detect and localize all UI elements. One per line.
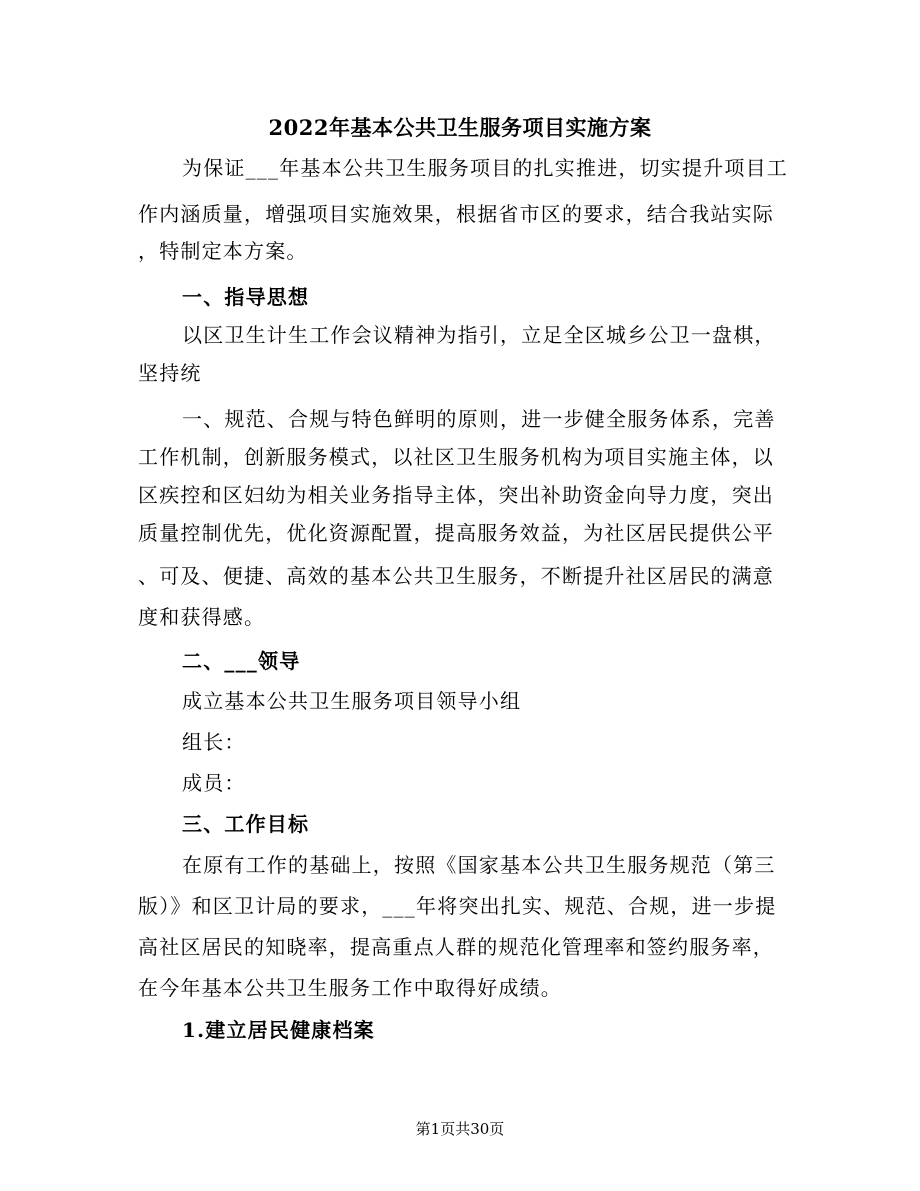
section-heading: 三、工作目标 bbox=[182, 812, 310, 836]
section-heading: 二、___领导 bbox=[182, 649, 301, 673]
paragraph-line: 以区卫生计生工作会议精神为指引，立足全区城乡公卫一盘棋， bbox=[182, 323, 776, 347]
section-heading: 1.建立居民健康档案 bbox=[182, 1018, 375, 1042]
paragraph-line: 版）》和区卫计局的要求，___年将突出扎实、规范、合规，进一步提 bbox=[138, 894, 777, 918]
paragraph-line: 坚持统 bbox=[138, 361, 202, 385]
paragraph-line: ，特制定本方案。 bbox=[138, 239, 308, 263]
paragraph-line: 度和获得感。 bbox=[138, 605, 266, 629]
paragraph-line: 一、规范、合规与特色鲜明的原则，进一步健全服务体系，完善 bbox=[182, 407, 776, 431]
paragraph-line: 为保证___年基本公共卫生服务项目的扎实推进，切实提升项目工 bbox=[182, 156, 788, 180]
paragraph-line: 成员： bbox=[182, 771, 246, 795]
paragraph-line: 质量控制优先，优化资源配置，提高服务效益，为社区居民提供公平 bbox=[138, 521, 774, 545]
page-footer: 第1页共30页 bbox=[415, 1120, 505, 1138]
paragraph-line: 工作机制，创新服务模式，以社区卫生服务机构为项目实施主体，以 bbox=[138, 445, 774, 469]
paragraph-line: 区疾控和区妇幼为相关业务指导主体，突出补助资金向导力度，突出 bbox=[138, 483, 774, 507]
section-heading: 一、指导思想 bbox=[182, 285, 310, 309]
paragraph-line: 在原有工作的基础上，按照《国家基本公共卫生服务规范（第三 bbox=[182, 853, 776, 877]
paragraph-line: 高社区居民的知晓率，提高重点人群的规范化管理率和签约服务率， bbox=[138, 935, 774, 959]
paragraph-line: 组长： bbox=[182, 730, 246, 754]
paragraph-line: 成立基本公共卫生服务项目领导小组 bbox=[182, 689, 522, 713]
document-title: 2022年基本公共卫生服务项目实施方案 bbox=[268, 115, 652, 140]
paragraph-line: 、可及、便捷、高效的基本公共卫生服务，不断提升社区居民的满意 bbox=[138, 564, 774, 588]
paragraph-line: 在今年基本公共卫生服务工作中取得好成绩。 bbox=[138, 976, 562, 1000]
paragraph-line: 作内涵质量，增强项目实施效果，根据省市区的要求，结合我站实际 bbox=[138, 202, 774, 226]
